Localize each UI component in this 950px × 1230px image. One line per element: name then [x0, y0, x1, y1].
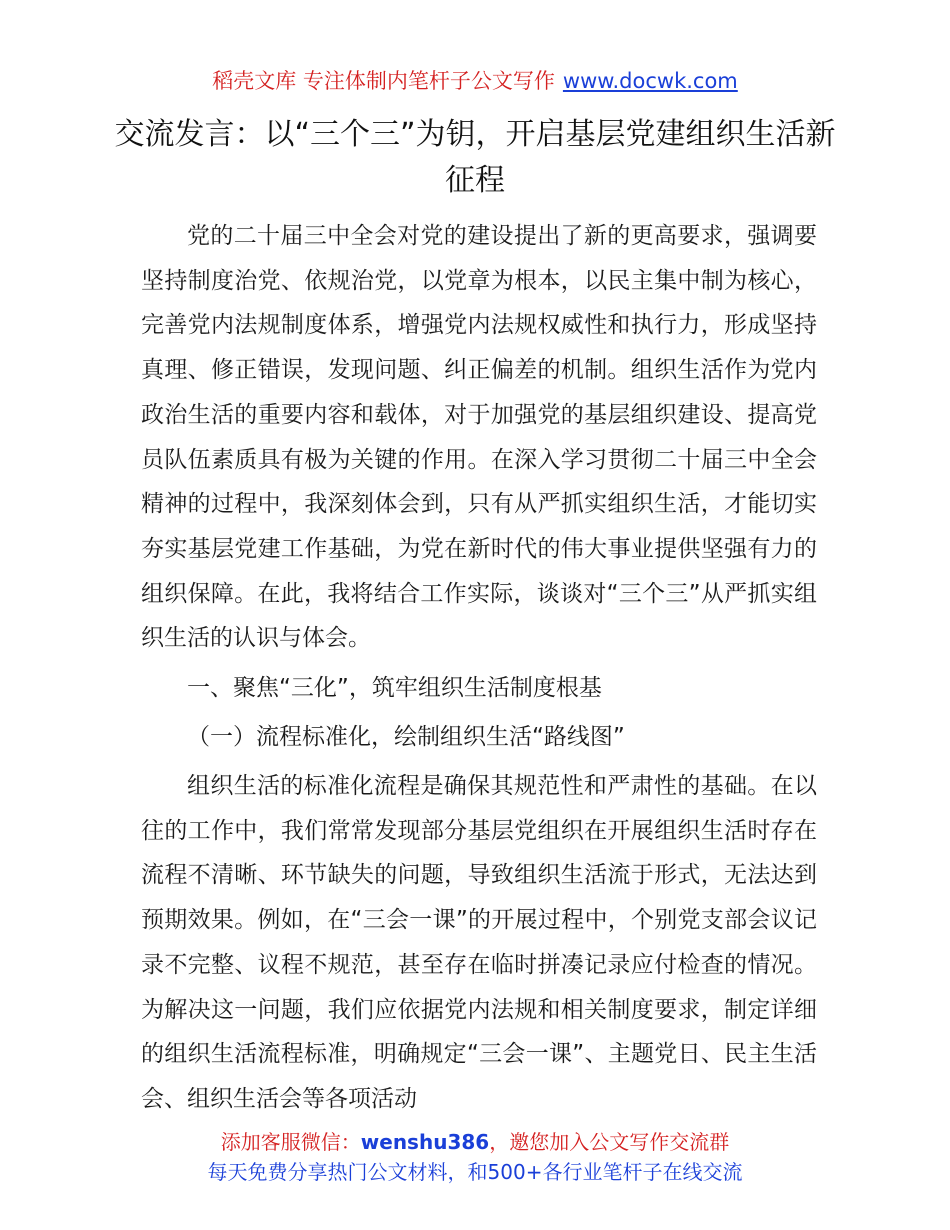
promo-footer	[0, 1127, 950, 1187]
footer-contact-prefix: 添加客服微信：	[220, 1130, 361, 1154]
footer-contact-suffix: ，邀您加入公文写作交流群	[489, 1130, 730, 1154]
document-title: 交流发言：以“三个三”为钥，开启基层党建组织生活新征程	[114, 117, 836, 198]
section-heading: 一、聚焦“三化”，筑牢组织生活制度根基	[187, 675, 602, 702]
document-body	[141, 214, 817, 1122]
wechat-id: wenshu386	[360, 1130, 490, 1154]
subsection-heading: （一）流程标准化，绘制组织生活“路线图”	[187, 724, 625, 751]
footer-contact-line	[0, 1127, 950, 1157]
site-brand: 稻壳文库 专注体制内笔杆子公文写作	[212, 69, 555, 93]
body-paragraph: 组织生活的标准化流程是确保其规范性和严肃性的基础。在以往的工作中，我们常常发现部分基层党组织在开展组织生活时存在流程不清晰、环节缺失的问题，导致组织生活流于形式，无法达到预期效果。例如，在“三会一课”的开展过程中，个别党支部会议记录不完整、议程不规范，甚至存在临时拼凑记录应付检查的情况。为解决这一问题，我们应依据党内法规和相关制度要求，制定详细的组织生活流程标准，明确规定“三会一课”、主题党日、民主生活会、组织生活会等各项活动	[141, 773, 817, 1112]
intro-paragraph: 党的二十届三中全会对党的建设提出了新的更高要求，强调要坚持制度治党、依规治党，以党章为根本，以民主集中制为核心，完善党内法规制度体系，增强党内法规权威性和执行力，形成坚持真理、修正错误，发现问题、纠正偏差的机制。组织生活作为党内政治生活的重要内容和载体，对于加强党的基层组织建设、提高党员队伍素质具有极为关键的作用。在深入学习贯彻二十届三中全会精神的过程中，我深刻体会到，只有从严抓实组织生活，才能切实夯实基层党建工作基础，为党在新时代的伟大事业提供坚强有力的组织保障。在此，我将结合工作实际，谈谈对“三个三”从严抓实组织生活的认识与体会。	[141, 223, 817, 652]
footer-promo-line: 每天免费分享热门公文材料，和500+各行业笔杆子在线交流	[207, 1160, 743, 1184]
site-link[interactable]: www.docwk.com	[562, 69, 738, 93]
site-header	[0, 66, 950, 96]
